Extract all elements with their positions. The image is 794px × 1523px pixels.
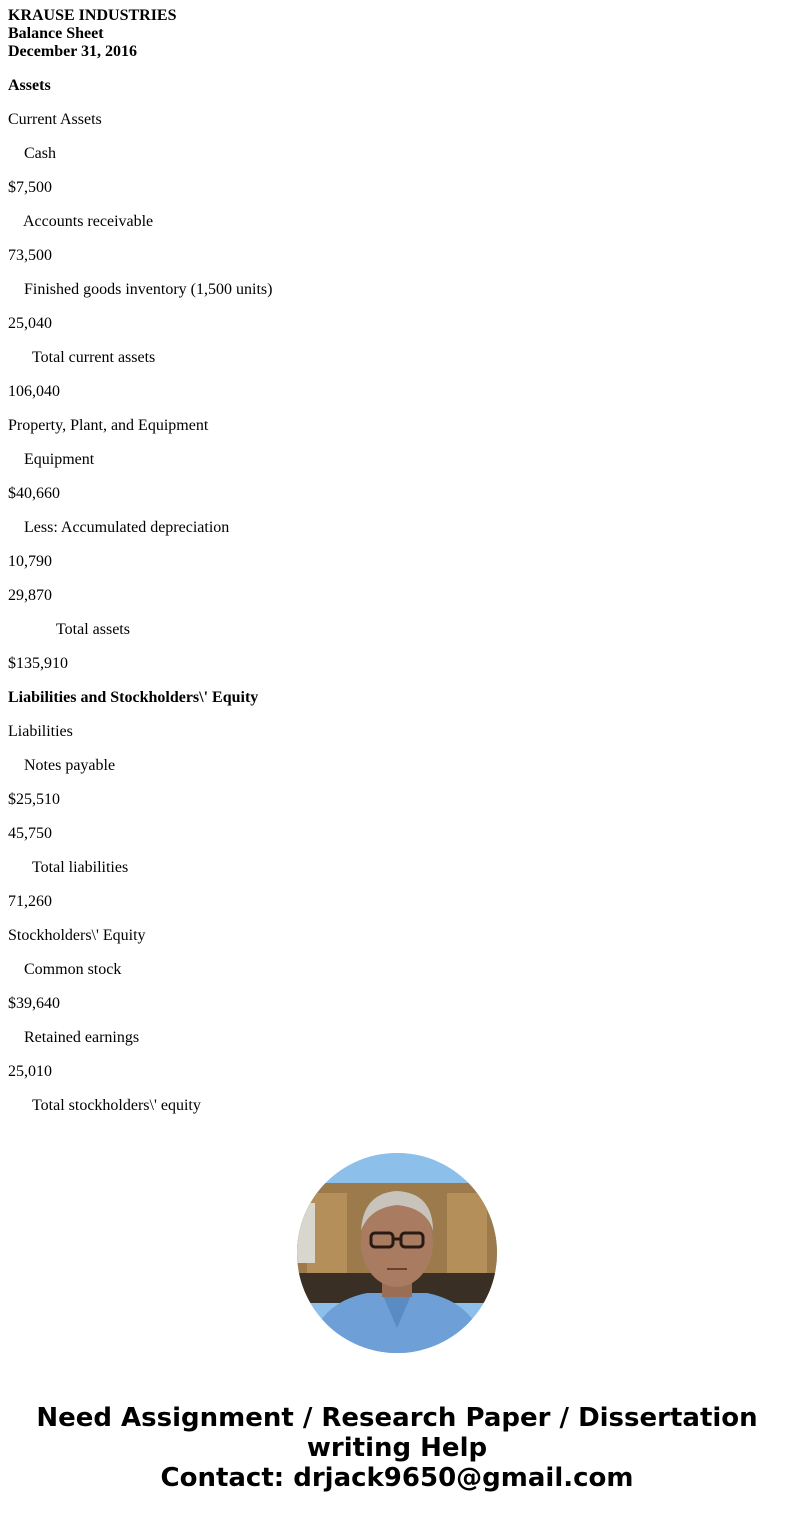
statement-date: December 31, 2016	[8, 43, 137, 60]
cash-value: $7,500	[8, 179, 52, 196]
total-equity-label: Total stockholders\' equity	[32, 1097, 201, 1114]
statement-title: Balance Sheet	[8, 25, 104, 42]
total-liabilities-label: Total liabilities	[32, 859, 129, 876]
net-ppe-value: 29,870	[8, 587, 52, 604]
other-liability-value: 45,750	[8, 825, 52, 842]
common-stock-value: $39,640	[8, 995, 60, 1012]
total-current-assets-label: Total current assets	[32, 349, 156, 366]
total-assets-value: $135,910	[8, 655, 68, 672]
author-photo	[297, 1153, 497, 1353]
notes-payable-value: $25,510	[8, 791, 60, 808]
equipment-value: $40,660	[8, 485, 60, 502]
portrait-illustration	[297, 1153, 497, 1353]
promo-banner	[0, 1403, 794, 1493]
accounts-receivable-label: Accounts receivable	[23, 213, 154, 230]
company-name: KRAUSE INDUSTRIES	[8, 7, 177, 24]
current-assets-heading: Current Assets	[8, 111, 102, 128]
finished-goods-value: 25,040	[8, 315, 52, 332]
notes-payable-label: Notes payable	[24, 757, 116, 774]
total-current-assets-value: 106,040	[8, 383, 60, 400]
equipment-label: Equipment	[24, 451, 95, 468]
promo-line-2: writing Help	[306, 1433, 488, 1463]
retained-earnings-label: Retained earnings	[24, 1029, 140, 1046]
equity-heading: Stockholders\' Equity	[8, 927, 146, 944]
total-liabilities-value: 71,260	[8, 893, 52, 910]
total-assets-label: Total assets	[56, 621, 130, 638]
accounts-receivable-value: 73,500	[8, 247, 52, 264]
assets-heading: Assets	[8, 77, 51, 94]
cash-label: Cash	[24, 145, 56, 162]
common-stock-label: Common stock	[24, 961, 122, 978]
finished-goods-label: Finished goods inventory (1,500 units)	[24, 281, 273, 298]
accumulated-depreciation-value: 10,790	[8, 553, 52, 570]
promo-line-1: Need Assignment / Research Paper / Dissertation	[36, 1403, 758, 1433]
accumulated-depreciation-label: Less: Accumulated depreciation	[24, 519, 230, 536]
liabilities-equity-heading: Liabilities and Stockholders\' Equity	[8, 689, 259, 706]
promo-contact: Contact: drjack9650@gmail.com	[160, 1463, 634, 1493]
retained-earnings-value: 25,010	[8, 1063, 52, 1080]
liabilities-heading: Liabilities	[8, 723, 73, 740]
statement-header	[8, 7, 177, 61]
ppe-heading: Property, Plant, and Equipment	[8, 417, 209, 434]
